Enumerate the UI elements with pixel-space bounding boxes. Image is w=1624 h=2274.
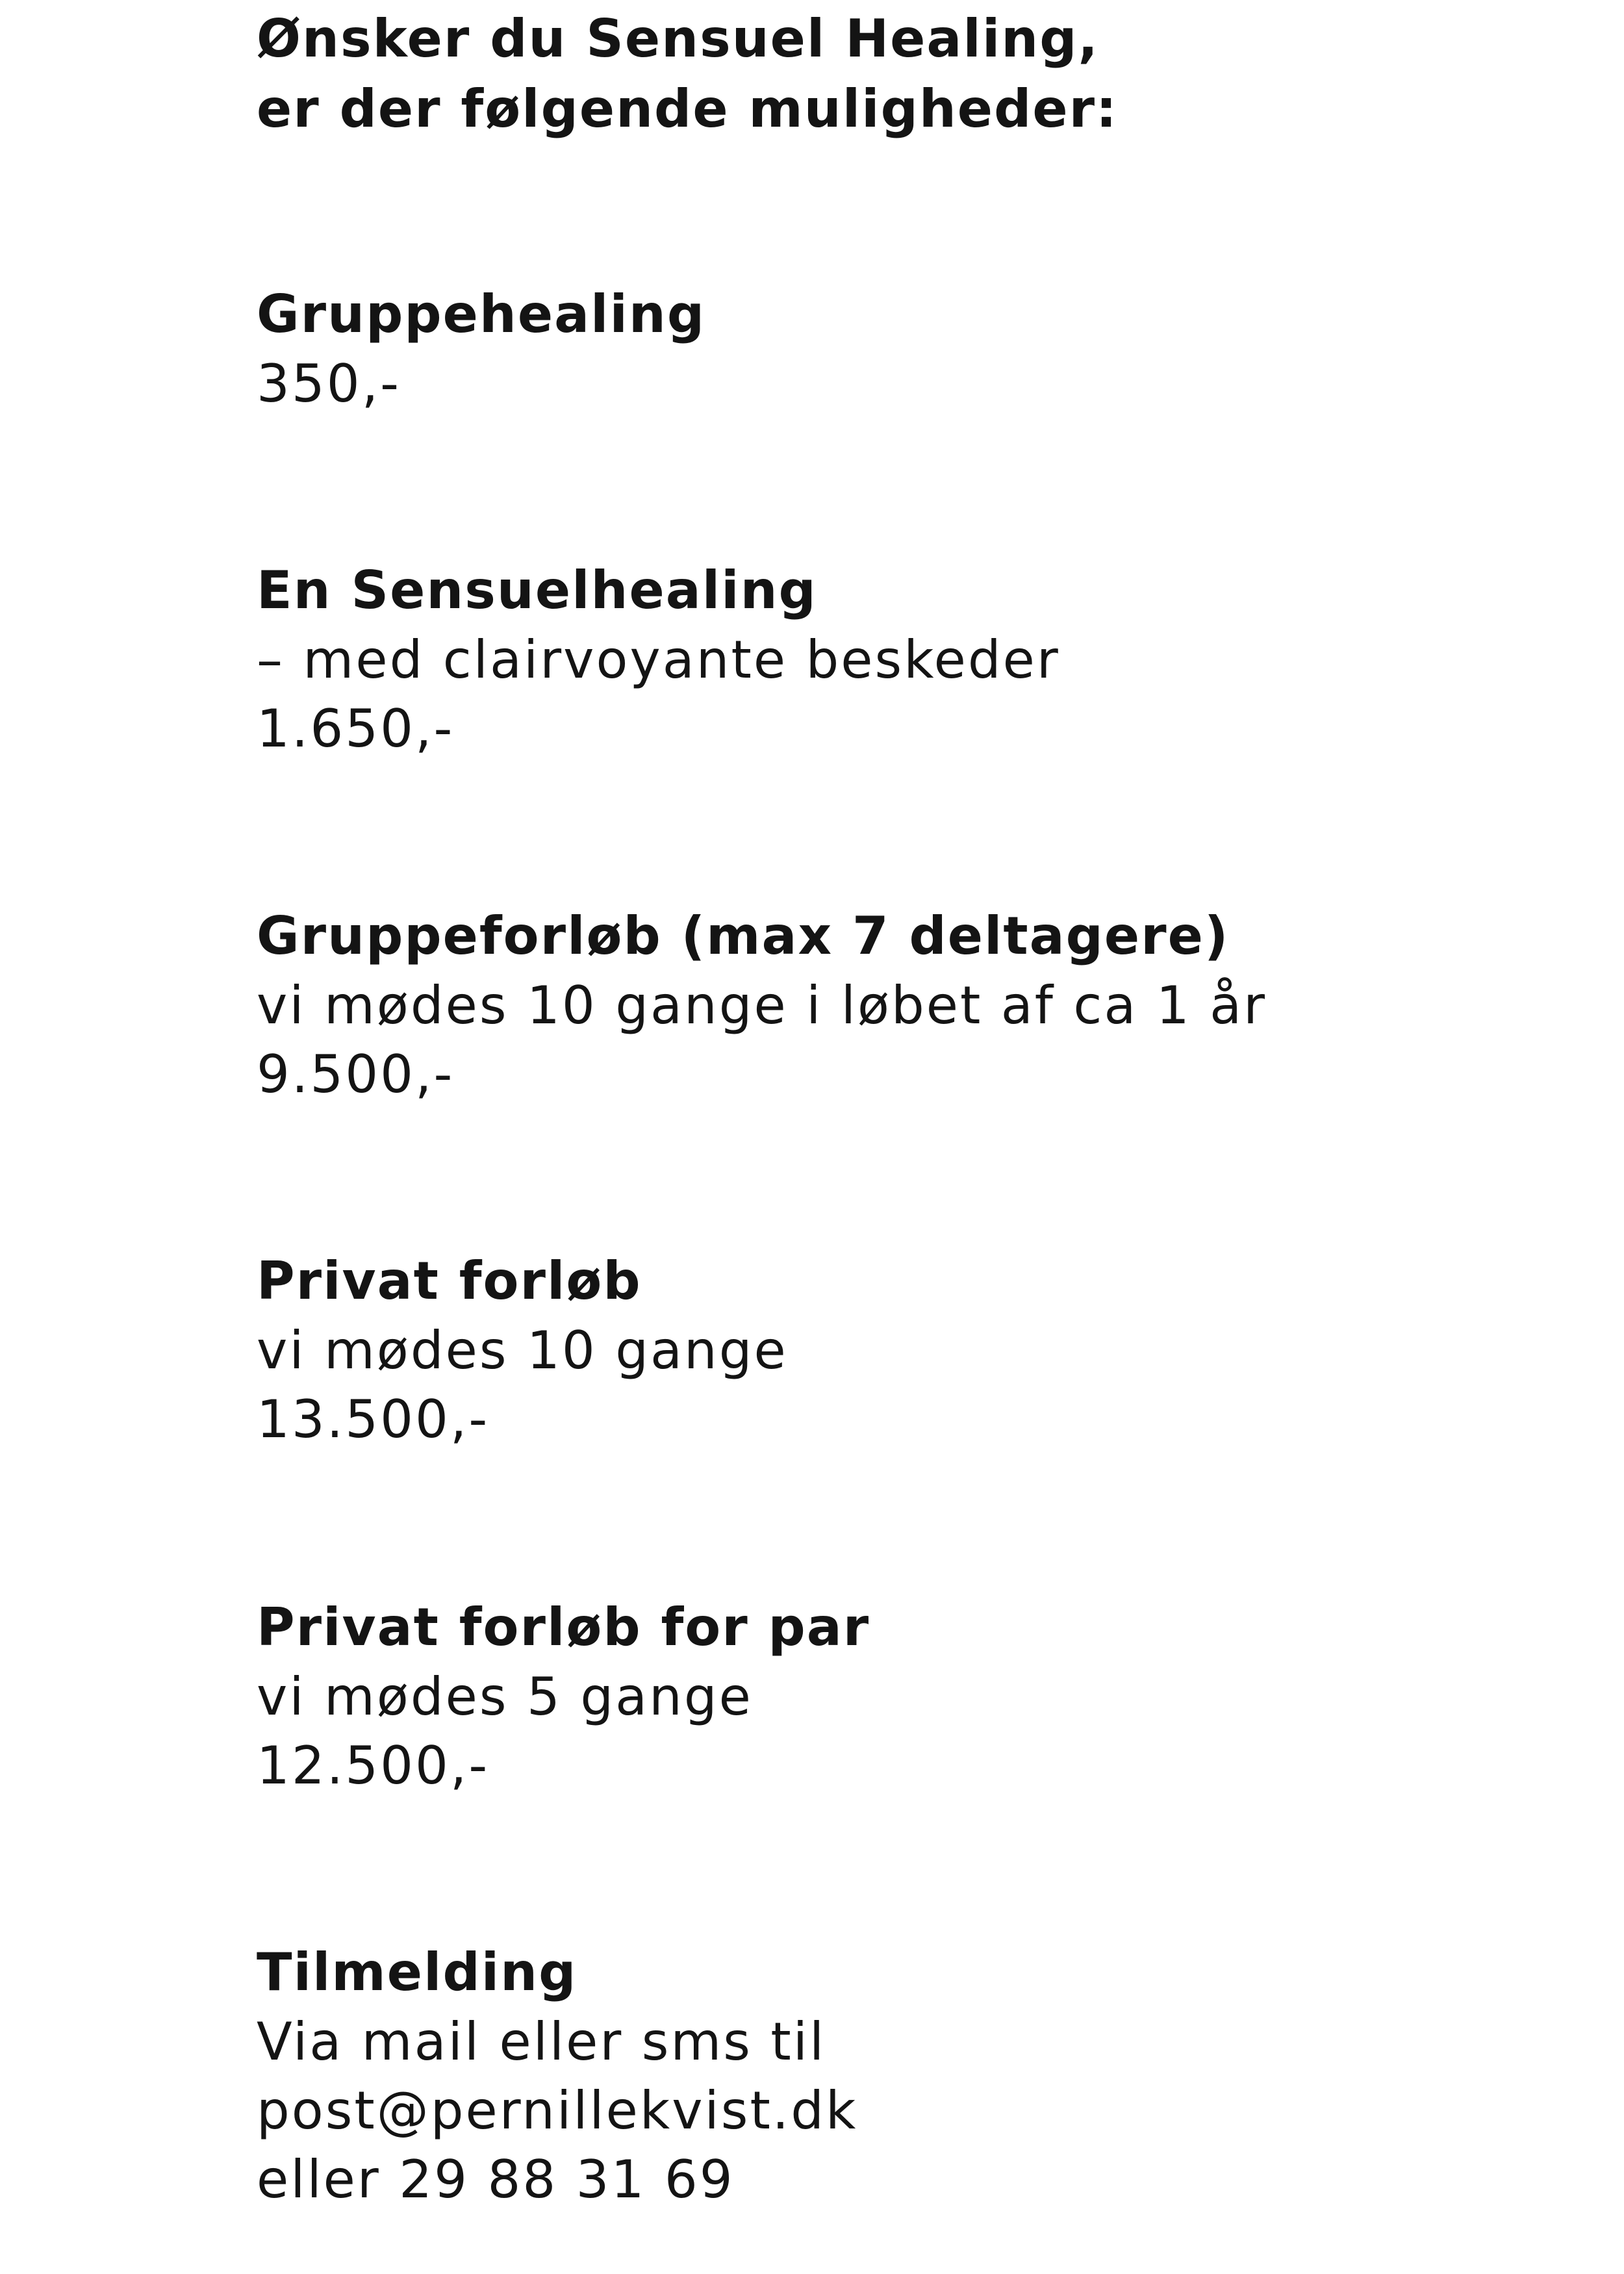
option-description: vi mødes 5 gange [257,1667,753,1727]
option-price: 12.500,- [257,1735,490,1796]
signup-phone: eller 29 88 31 69 [257,2149,735,2210]
option-description: vi mødes 10 gange i løbet af ca 1 år [257,975,1267,1036]
option-sensuelhealing [257,556,1060,763]
option-title: En Sensuelhealing [257,560,817,620]
option-gruppehealing [257,279,705,418]
option-price: 1.650,- [257,698,455,759]
option-price: 350,- [257,353,401,414]
option-price: 9.500,- [257,1044,455,1105]
heading-line-1: Ønsker du Sensuel Healing, [257,8,1099,69]
option-description: – med clairvoyante beskeder [257,630,1060,690]
option-title: Privat forløb [257,1251,642,1311]
option-privat-forloeb-par [257,1592,870,1800]
page-heading [257,4,1118,144]
option-description: vi mødes 10 gange [257,1320,788,1381]
option-privat-forloeb [257,1246,788,1454]
option-title: Gruppehealing [257,284,706,344]
signup-title: Tilmelding [257,1942,577,2002]
signup-email: post@pernillekvist.dk [257,2080,858,2141]
signup-text: Via mail eller sms til [257,2012,826,2072]
heading-line-2: er der følgende muligheder: [257,79,1119,139]
option-title: Privat forløb for par [257,1597,870,1657]
option-title: Gruppeforløb (max 7 deltagere) [257,906,1230,966]
option-price: 13.500,- [257,1389,490,1450]
signup-section [257,1937,857,2214]
option-gruppeforloeb [257,901,1267,1109]
